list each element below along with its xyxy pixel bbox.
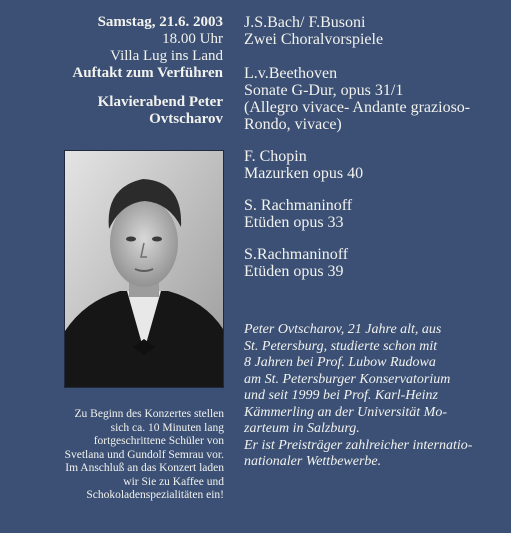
- composer: J.S.Bach/ F.Busoni: [244, 14, 366, 31]
- caption-line: sich ca. 10 Minuten lang: [110, 421, 224, 434]
- program-item: [244, 246, 506, 280]
- work-detail: Rondo, vivace): [244, 116, 342, 133]
- bio-line: Peter Ovtscharov, 21 Jahre alt, aus: [244, 322, 442, 337]
- composer: F. Chopin: [244, 148, 307, 165]
- composer: S. Rachmaninoff: [244, 197, 353, 214]
- bio-line: Er ist Preisträger zahlreicher internatio-: [244, 437, 473, 453]
- bio-line: 8 Jahren bei Prof. Lubow Rudowa: [244, 355, 436, 370]
- bio-line: und seit 1999 bei Prof. Karl-Heinz: [244, 388, 438, 403]
- event-venue: Villa Lug ins Land: [110, 48, 223, 64]
- event-title-line1: Klavierabend Peter: [97, 94, 223, 110]
- bio-line: nationaler Wettbewerbe.: [244, 454, 382, 469]
- pianist-biography: [244, 322, 484, 471]
- bio-line: zarteum in Salzburg.: [244, 421, 360, 436]
- program-item: [244, 14, 506, 48]
- bio-line: am St. Petersburger Konservatorium: [244, 371, 451, 387]
- work: Sonate G-Dur, opus 31/1: [244, 82, 404, 99]
- event-title-line2: Ovtscharov: [149, 111, 223, 127]
- work: Zwei Choralvorspiele: [244, 31, 384, 48]
- pianist-portrait-photo: [64, 150, 224, 388]
- work: Etüden opus 39: [244, 263, 344, 280]
- caption-line: fortgeschrittene Schüler von: [93, 435, 224, 447]
- caption-line: Im Anschluß an das Konzert laden: [65, 462, 224, 474]
- event-time: 18.00 Uhr: [162, 31, 223, 47]
- program-item: [244, 65, 506, 133]
- program-item: [244, 197, 506, 231]
- work-detail: (Allegro vivace- Andante grazioso-: [244, 99, 471, 116]
- work: Mazurken opus 40: [244, 165, 364, 182]
- event-series: Auftakt zum Verführen: [72, 65, 223, 81]
- event-date: Samstag, 21.6. 2003: [97, 14, 223, 30]
- program-item: [244, 148, 506, 182]
- composer: L.v.Beethoven: [244, 65, 338, 82]
- caption-line: Svetlana und Gundolf Semrau vor.: [64, 448, 224, 461]
- composer: S.Rachmaninoff: [244, 246, 349, 263]
- work: Etüden opus 33: [244, 214, 344, 231]
- bio-line: Kämmerling an der Universität Mo-: [244, 404, 447, 420]
- caption-line: Schokoladenspezialitäten ein!: [86, 489, 224, 501]
- program-list: [244, 14, 506, 295]
- caption-line: Zu Beginn des Konzertes stellen: [74, 408, 224, 420]
- bio-line: St. Petersburg, studierte schon mit: [244, 338, 438, 354]
- caption-line: wir Sie zu Kaffee und: [123, 475, 224, 488]
- event-info: [8, 14, 223, 128]
- concert-note: [8, 408, 224, 503]
